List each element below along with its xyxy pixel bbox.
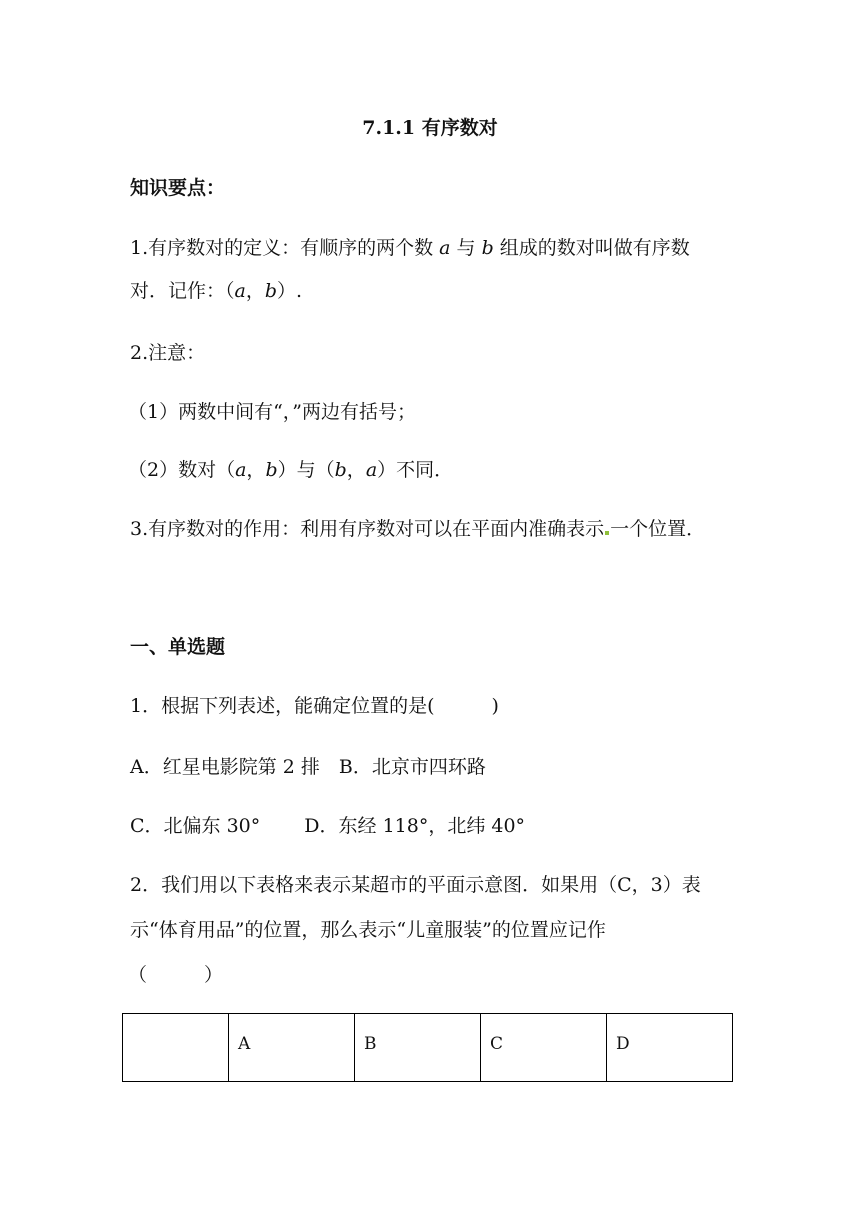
table-cell: A bbox=[229, 1014, 355, 1082]
table-cell: D bbox=[607, 1014, 733, 1082]
note-text-3: ）与（ bbox=[277, 459, 335, 481]
question-1-options-cd: C．北偏东 30° D．东经 118°，北纬 40° bbox=[130, 815, 526, 837]
table-cell: B bbox=[355, 1014, 481, 1082]
variable-b: b bbox=[481, 237, 494, 259]
note-text-4: ， bbox=[346, 459, 366, 481]
table-cell: C bbox=[481, 1014, 607, 1082]
variable-a: a bbox=[439, 237, 451, 259]
definition-text-1: 1.有序数对的定义：有顺序的两个数 bbox=[130, 237, 440, 259]
definition-line-1 bbox=[130, 239, 690, 258]
definition-text-3: 组成的数对叫做有序数 bbox=[493, 237, 690, 259]
definition-text-6: ）. bbox=[277, 280, 303, 302]
question-1-options-ab: A．红星电影院第 2 排 B．北京市四环路 bbox=[130, 756, 486, 778]
page-title: 7.1.1 有序数对 bbox=[362, 117, 498, 139]
note-text-2: ， bbox=[246, 459, 266, 481]
definition-line-2 bbox=[130, 282, 302, 301]
variable-a: a bbox=[235, 459, 247, 481]
variable-a: a bbox=[365, 459, 378, 481]
note-heading: 2.注意： bbox=[130, 342, 206, 364]
purpose-text-1: 3.有序数对的作用：利用有序数对可以在平面内准确表示 bbox=[130, 518, 605, 540]
variable-b: b bbox=[265, 459, 278, 481]
variable-b: b bbox=[334, 459, 347, 481]
definition-text-5: ， bbox=[245, 280, 265, 302]
note-text-1: （2）数对（ bbox=[128, 459, 236, 481]
purpose-text-2: 一个位置． bbox=[610, 518, 706, 540]
note-item-2 bbox=[128, 461, 453, 480]
supermarket-grid-table bbox=[122, 1013, 733, 1082]
section-heading: 一、单选题 bbox=[130, 636, 226, 658]
question-2-line-1: 2．我们用以下表格来表示某超市的平面示意图．如果用（C，3）表 bbox=[130, 874, 701, 896]
note-text-5: ）不同． bbox=[377, 459, 454, 481]
variable-a: a bbox=[234, 280, 246, 302]
definition-text-4: 对．记作：（ bbox=[130, 280, 235, 302]
question-2-answer-blank: （ ） bbox=[128, 964, 224, 986]
knowledge-heading: 知识要点： bbox=[130, 177, 226, 199]
note-item-1: （1）两数中间有“，”两边有括号； bbox=[128, 401, 417, 423]
purpose-line bbox=[130, 520, 705, 539]
question-2-line-2: 示“体育用品”的位置，那么表示“儿童服装”的位置应记作 bbox=[130, 919, 606, 941]
variable-b: b bbox=[264, 280, 278, 302]
highlight-mark bbox=[605, 531, 609, 535]
question-1-stem: 1．根据下列表述，能确定位置的是( ) bbox=[130, 695, 499, 717]
table-header-row bbox=[123, 1014, 733, 1082]
table-cell bbox=[123, 1014, 229, 1082]
definition-text-2: 与 bbox=[450, 237, 482, 259]
